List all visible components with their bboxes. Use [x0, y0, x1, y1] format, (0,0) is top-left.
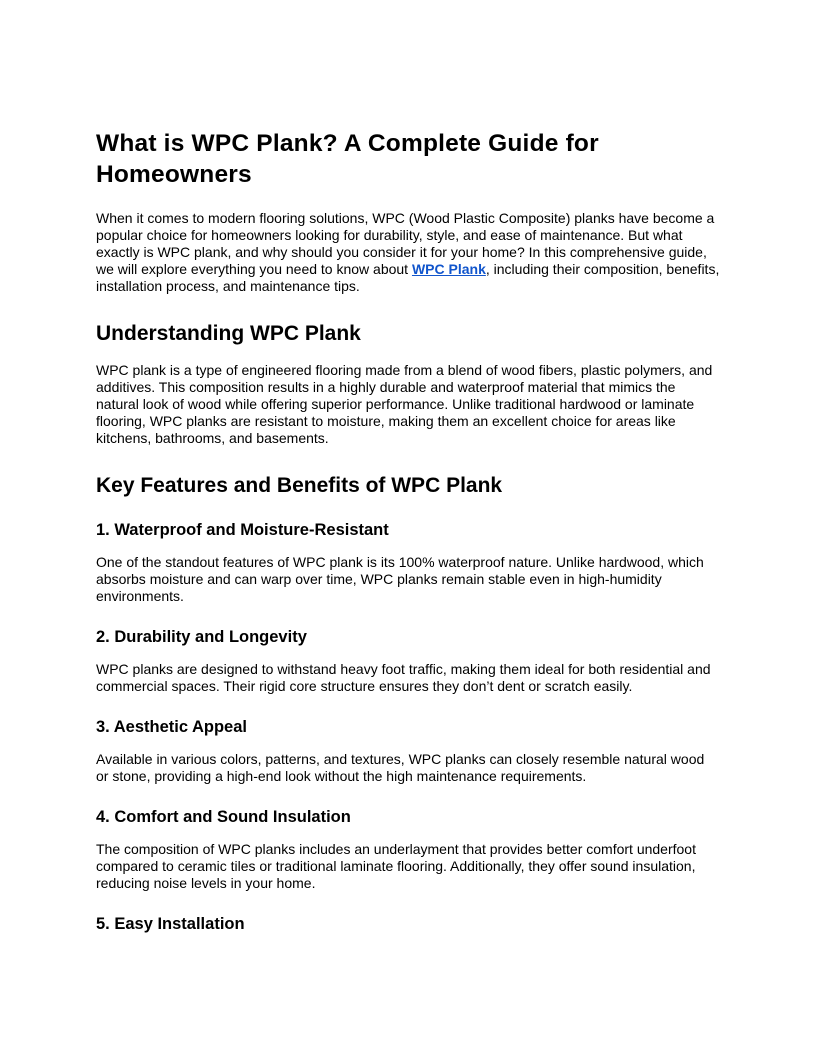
subsection-heading-comfort: 4. Comfort and Sound Insulation [96, 808, 351, 826]
page-title: What is WPC Plank? A Complete Guide for Homeowners [96, 130, 599, 188]
subsection-paragraph-comfort: The composition of WPC planks includes an underlayment that provides better comfort underfoot compared to ceramic tiles or traditional laminate flooring. Additionally, they offer sound insulation, reducing noise levels in your home. [96, 841, 696, 891]
intro-text-before-link: When it comes to modern flooring solutions, WPC (Wood Plastic Composite) planks have become a popular choice for homeowners looking for durability, style, and ease of maintenance. But what exactly is WPC plank, and why should you consider it for your home? In this comprehensive guide, we will explore everything you need to know about [96, 210, 715, 277]
subsection-heading-waterproof: 1. Waterproof and Moisture-Resistant [96, 521, 389, 539]
subsection-heading-aesthetic: 3. Aesthetic Appeal [96, 718, 247, 736]
subsection-paragraph-durability: WPC planks are designed to withstand heavy foot traffic, making them ideal for both residential and commercial spaces. Their rigid core structure ensures they don’t dent or scratch easily. [96, 661, 711, 694]
intro-text-after-link: , including their composition, benefits, installation process, and maintenance tips. [96, 261, 720, 294]
subsection-heading-easy-installation: 5. Easy Installation [96, 915, 245, 933]
subsection-paragraph-waterproof: One of the standout features of WPC plank is its 100% waterproof nature. Unlike hardwood, which absorbs moisture and can warp over time, WPC planks remain stable even in high-humidity environments. [96, 554, 704, 604]
subsection-paragraph-aesthetic: Available in various colors, patterns, and textures, WPC planks can closely resemble natural wood or stone, providing a high-end look without the high maintenance requirements. [96, 751, 705, 784]
section-heading-understanding-wpc-plank: Understanding WPC Plank [96, 322, 361, 345]
wpc-plank-link[interactable]: WPC Plank [411, 261, 486, 277]
intro-paragraph [96, 210, 720, 295]
subsection-heading-durability: 2. Durability and Longevity [96, 628, 307, 646]
section-heading-key-features: Key Features and Benefits of WPC Plank [96, 474, 503, 497]
section-paragraph-understanding: WPC plank is a type of engineered flooring made from a blend of wood fibers, plastic polymers, and additives. This composition results in a highly durable and waterproof material that mimics the natural look of wood while offering superior performance. Unlike traditional hardwood or laminate flooring, WPC planks are resistant to moisture, making them an excellent choice for areas like kitchens, bathrooms, and basements. [96, 362, 713, 446]
